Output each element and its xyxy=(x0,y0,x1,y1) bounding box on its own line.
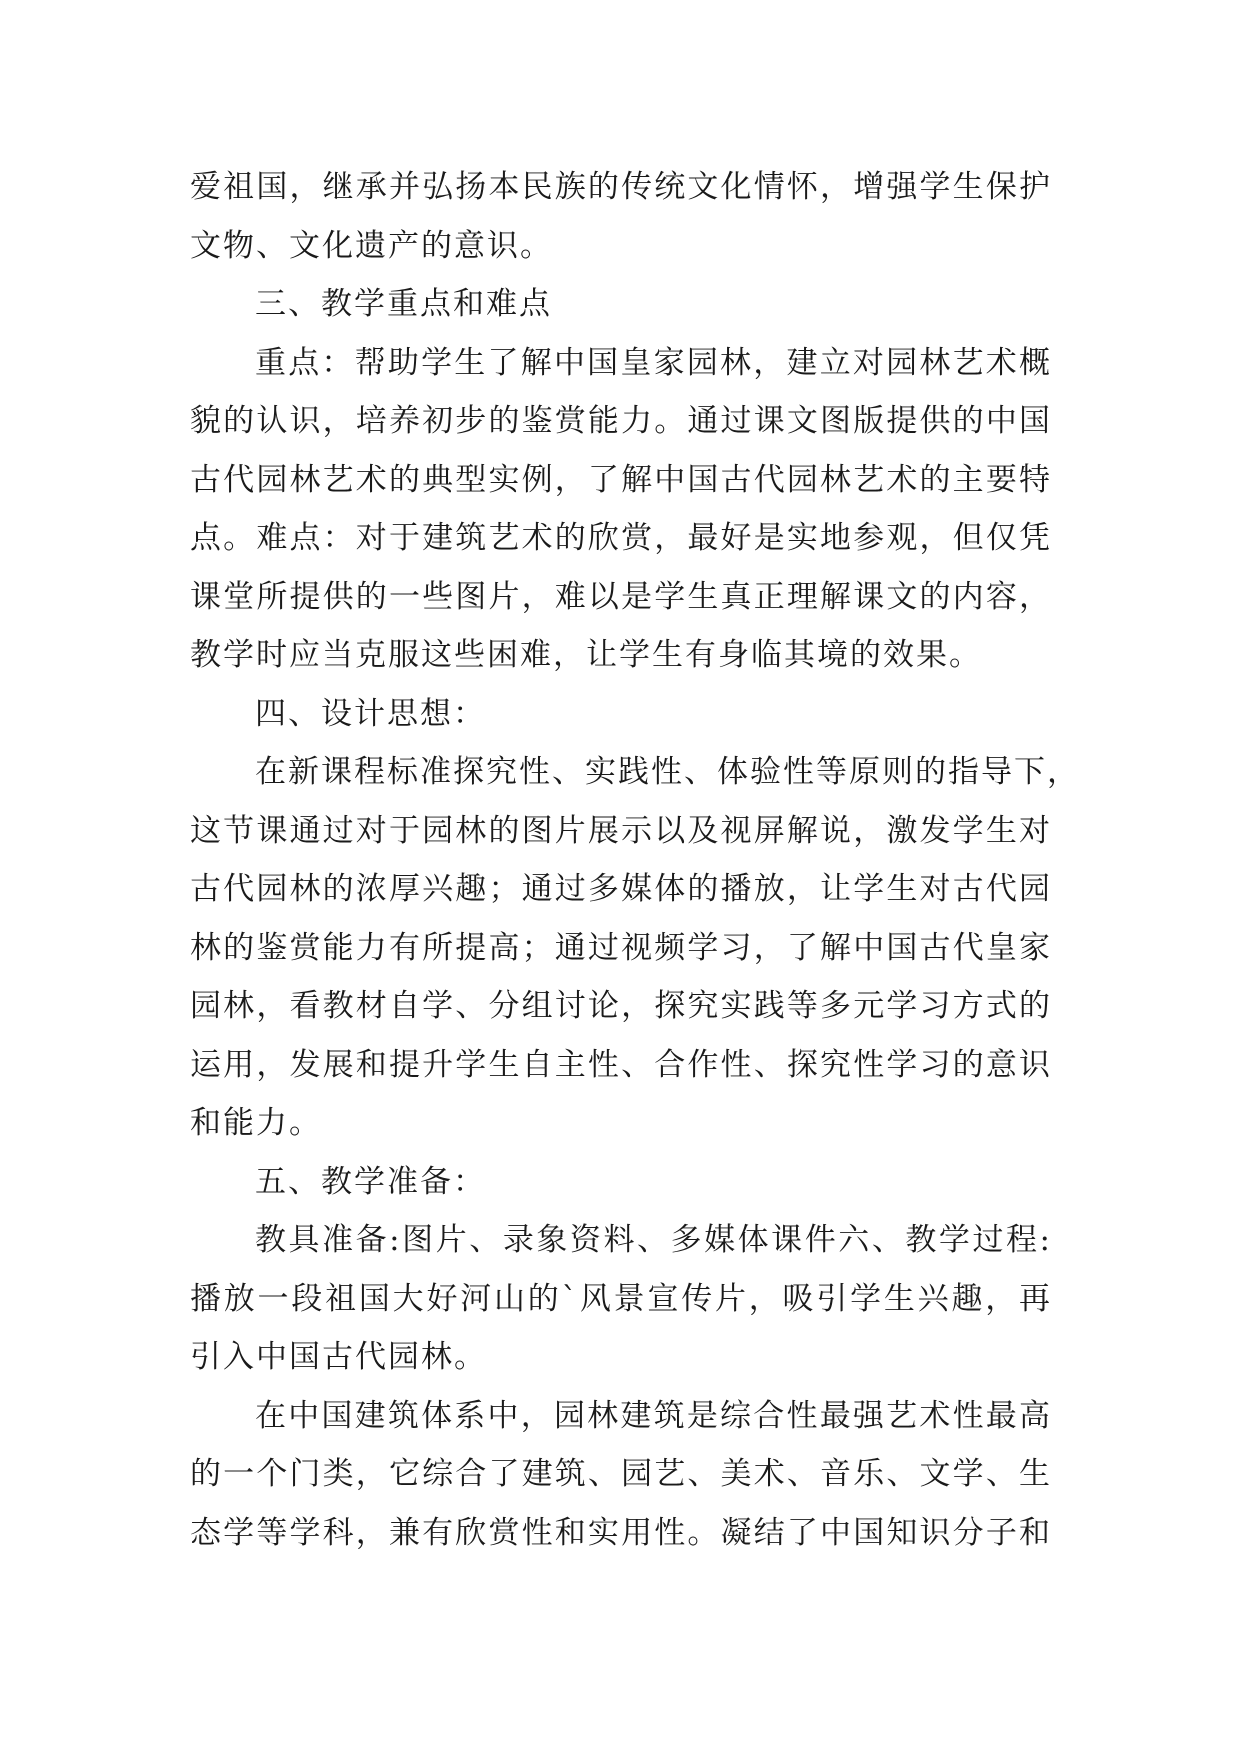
text-line: 的一个门类，它综合了建筑、园艺、美术、音乐、文学、生 xyxy=(190,1456,1052,1492)
text-line: 运用，发展和提升学生自主性、合作性、探究性学习的意识 xyxy=(190,1046,1052,1083)
document-page xyxy=(190,158,1080,1562)
text-line: 引入中国古代园林。 xyxy=(190,1339,487,1375)
text-line: 在中国建筑体系中，园林建筑是综合性最强艺术性最高 xyxy=(255,1397,1052,1434)
text-line: 文物、文化遗产的意识。 xyxy=(190,227,553,264)
text-line: 三、教学重点和难点 xyxy=(255,286,552,322)
text-line: 古代园林的浓厚兴趣；通过多媒体的播放，让学生对古代园 xyxy=(190,871,1052,907)
text-line: 爱祖国，继承并弘扬本民族的传统文化情怀，增强学生保护 xyxy=(190,169,1052,205)
text-line: 教学时应当克服这些困难，让学生有身临其境的效果。 xyxy=(190,637,982,673)
text-line: 和能力。 xyxy=(190,1105,322,1141)
text-line: 在新课程标准探究性、实践性、体验性等原则的指导下， xyxy=(255,754,1080,790)
text-line: 园林，看教材自学、分组讨论，探究实践等多元学习方式的 xyxy=(190,988,1052,1024)
text-line: 古代园林艺术的典型实例，了解中国古代园林艺术的主要特 xyxy=(190,461,1052,498)
text-line: 林的鉴赏能力有所提高；通过视频学习，了解中国古代皇家 xyxy=(190,929,1052,966)
text-line: 四、设计思想： xyxy=(255,695,486,732)
text-line: 态学等学科，兼有欣赏性和实用性。凝结了中国知识分子和 xyxy=(190,1514,1052,1551)
text-line: 五、教学准备： xyxy=(255,1163,486,1200)
text-line: 貌的认识，培养初步的鉴赏能力。通过课文图版提供的中国 xyxy=(190,403,1052,439)
text-line: 教具准备:图片、录象资料、多媒体课件六、教学过程: xyxy=(255,1222,1052,1258)
text-line: 这节课通过对于园林的图片展示以及视屏解说，激发学生对 xyxy=(190,812,1052,849)
text-line: 课堂所提供的一些图片，难以是学生真正理解课文的内容， xyxy=(190,578,1052,615)
text-line: 点。难点：对于建筑艺术的欣赏，最好是实地参观，但仅凭 xyxy=(190,520,1052,556)
text-line: 播放一段祖国大好河山的`风景宣传片，吸引学生兴趣，再 xyxy=(190,1280,1052,1317)
text-line: 重点：帮助学生了解中国皇家园林，建立对园林艺术概 xyxy=(255,344,1052,381)
